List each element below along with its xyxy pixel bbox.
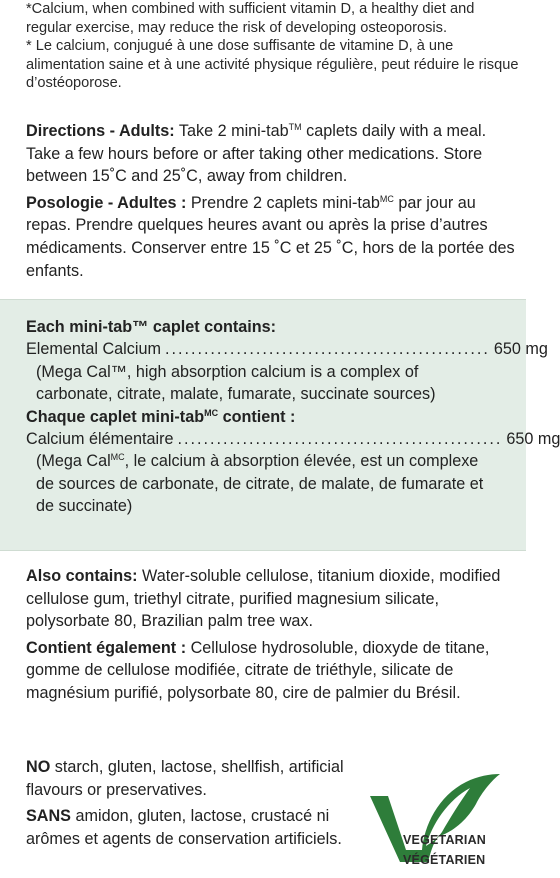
free-from-en xyxy=(26,756,366,801)
trademark-mark: TM xyxy=(288,122,302,132)
ingredients-en-heading xyxy=(26,316,496,338)
directions-fr xyxy=(26,192,522,282)
mc-mark: MC xyxy=(204,407,219,418)
free-from-fr-heading: SANS xyxy=(26,807,71,826)
directions-en-heading: Directions - Adults: xyxy=(26,122,175,140)
ingredients-en-heading-text: Each mini-tab™ caplet contains: xyxy=(26,318,277,336)
directions-en-text-1: Take 2 mini-tab xyxy=(174,122,289,140)
also-contains-fr-heading: Contient également : xyxy=(26,638,187,657)
ingredient-row-en xyxy=(26,338,548,360)
ingredient-note-fr-1: (Mega Cal xyxy=(36,452,111,471)
ingredients-panel xyxy=(0,299,560,551)
mc-mark: MC xyxy=(110,452,125,463)
health-claim-fr: * Le calcium, conjugué à une dose suffisante de vitamine D, à une alimentation saine et à une activité physique régulière, peut réduire le risque d’ostéoporose. xyxy=(26,38,519,92)
directions-en-text-2: caplets daily with a meal. Take a few hours before or after taking other medications. Store between 15˚C and 25˚C, away from children. xyxy=(26,122,487,186)
ingredient-note-en: (Mega Cal™, high absorption calcium is a complex of carbonate, citrate, malate, fumarate, succinate sources) xyxy=(36,362,436,404)
directions-en xyxy=(26,120,522,188)
also-contains-en-text: Water-soluble cellulose, titanium dioxide, modified cellulose gum, triethyl citrate, purified magnesium silicate, polysorbate 80, Brazilian palm tree wax. xyxy=(26,567,501,631)
ingredient-label-fr: Calcium élémentaire xyxy=(26,430,174,449)
directions-fr-text-1: Prendre 2 caplets mini-tab xyxy=(186,193,380,212)
also-contains-en-heading: Also contains: xyxy=(26,567,138,585)
vegetarian-label-fr: VÉGÉTARIEN xyxy=(403,853,486,867)
health-claim xyxy=(26,0,522,93)
ingredient-amount-fr: 650 mg xyxy=(506,430,560,449)
also-contains-fr-text: Cellulose hydrosoluble, dioxyde de titane, gomme de cellulose modifiée, citrate de triéthyle, silicate de magnésium purifié, polysorbate 80, cire de palmier du Brésil. xyxy=(26,638,490,702)
ingredient-note-fr-2: , le calcium à absorption élevée, est un complexe de sources de carbonate, de citrate, de malate, de fumarate et de succinate) xyxy=(36,452,484,516)
leader-dots: .................................................. xyxy=(164,340,490,359)
directions-fr-text-2: par jour au repas. Prendre quelques heures avant ou après la prise d’autres médicaments. Conserver entre 15 ˚C et 25 ˚C, hors de la portée des enfants. xyxy=(26,193,515,280)
also-contains-fr xyxy=(26,637,522,705)
also-contains xyxy=(26,565,522,709)
directions xyxy=(26,120,522,286)
free-from xyxy=(26,756,366,854)
ingredients-fr-heading xyxy=(26,406,496,428)
ingredient-label-en: Elemental Calcium xyxy=(26,340,161,359)
free-from-en-heading: NO xyxy=(26,758,51,776)
ingredient-amount-en: 650 mg xyxy=(493,340,548,359)
leader-dots: .................................................. xyxy=(177,430,503,449)
directions-fr-heading: Posologie - Adultes : xyxy=(26,193,187,212)
also-contains-en xyxy=(26,565,522,633)
vegetarian-label-en: VEGETARIAN xyxy=(403,833,487,847)
ingredient-row-fr xyxy=(26,428,560,450)
free-from-fr xyxy=(26,805,366,850)
ingredients-fr-heading-text-2: contient : xyxy=(218,407,296,426)
ingredient-note-fr xyxy=(26,450,496,517)
ingredients-fr-heading-text-1: Chaque caplet mini-tab xyxy=(26,407,205,426)
free-from-fr-text: amidon, gluten, lactose, crustacé ni arômes et agents de conservation artificiels. xyxy=(26,807,342,848)
mc-mark: MC xyxy=(379,193,394,204)
ingredients-content xyxy=(26,316,560,518)
free-from-en-text: starch, gluten, lactose, shellfish, artificial flavours or preservatives. xyxy=(26,758,344,799)
health-claim-en: *Calcium, when combined with sufficient vitamin D, a healthy diet and regular exercise, may reduce the risk of developing osteoporosis. xyxy=(26,1,475,36)
